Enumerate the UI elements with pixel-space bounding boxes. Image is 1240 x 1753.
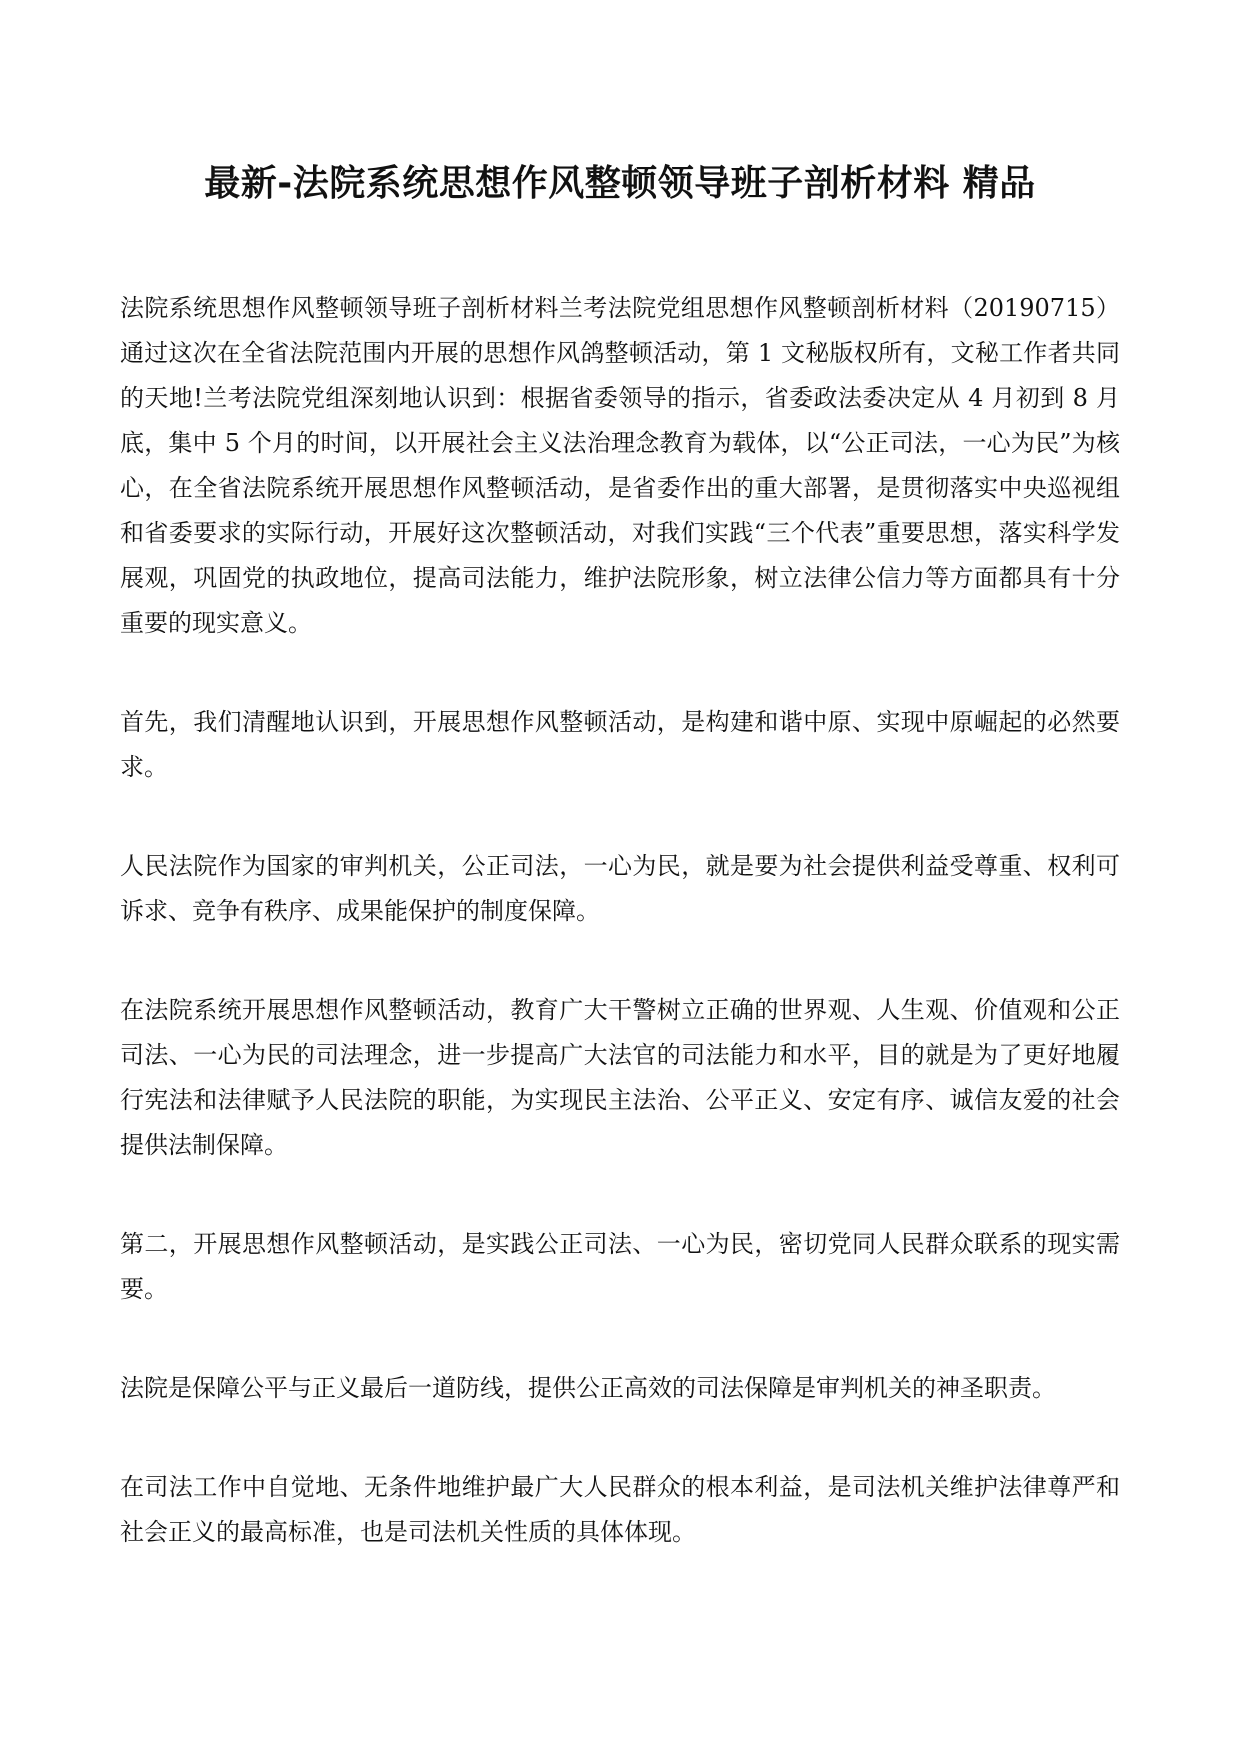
paragraph-7: 在司法工作中自觉地、无条件地维护最广大人民群众的根本利益，是司法机关维护法律尊严和社会正义的最高标准，也是司法机关性质的具体体现。 <box>120 1473 1120 1546</box>
paragraph-1: 法院系统思想作风整顿领导班子剖析材料兰考法院党组思想作风整顿剖析材料（20190715）通过这次在全省法院范围内开展的思想作风鸽整顿活动，第 1 文秘版权所有，文秘工作者共同的天地!兰考法院党组深刻地认识到：根据省委领导的指示，省委政法委决定从 4 月初到 8 月底，集中 5 个月的时间，以开展社会主义法治理念教育为载体，以“公正司法，一心为民”为核心，在全省法院系统开展思想作风整顿活动，是省委作出的重大部署，是贯彻落实中央巡视组和省委要求的实际行动，开展好这次整顿活动，对我们实践“三个代表”重要思想，落实科学发展观，巩固党的执政地位，提高司法能力，维护法院形象，树立法律公信力等方面都具有十分重要的现实意义。 <box>120 294 1120 637</box>
document-body <box>120 286 1120 1555</box>
paragraph-5: 第二，开展思想作风整顿活动，是实践公正司法、一心为民，密切党同人民群众联系的现实需要。 <box>120 1230 1120 1303</box>
paragraph-2: 首先，我们清醒地认识到，开展思想作风整顿活动，是构建和谐中原、实现中原崛起的必然要求。 <box>120 708 1120 781</box>
paragraph-3: 人民法院作为国家的审判机关，公正司法，一心为民，就是要为社会提供利益受尊重、权利可诉求、竞争有秩序、成果能保护的制度保障。 <box>120 852 1120 925</box>
paragraph-4: 在法院系统开展思想作风整顿活动，教育广大干警树立正确的世界观、人生观、价值观和公正司法、一心为民的司法理念，进一步提高广大法官的司法能力和水平，目的就是为了更好地履行宪法和法律赋予人民法院的职能，为实现民主法治、公平正义、安定有序、诚信友爱的社会提供法制保障。 <box>120 996 1120 1159</box>
document-title: 最新-法院系统思想作风整顿领导班子剖析材料 精品 <box>204 163 1036 204</box>
paragraph-6: 法院是保障公平与正义最后一道防线，提供公正高效的司法保障是审判机关的神圣职责。 <box>120 1374 1056 1402</box>
